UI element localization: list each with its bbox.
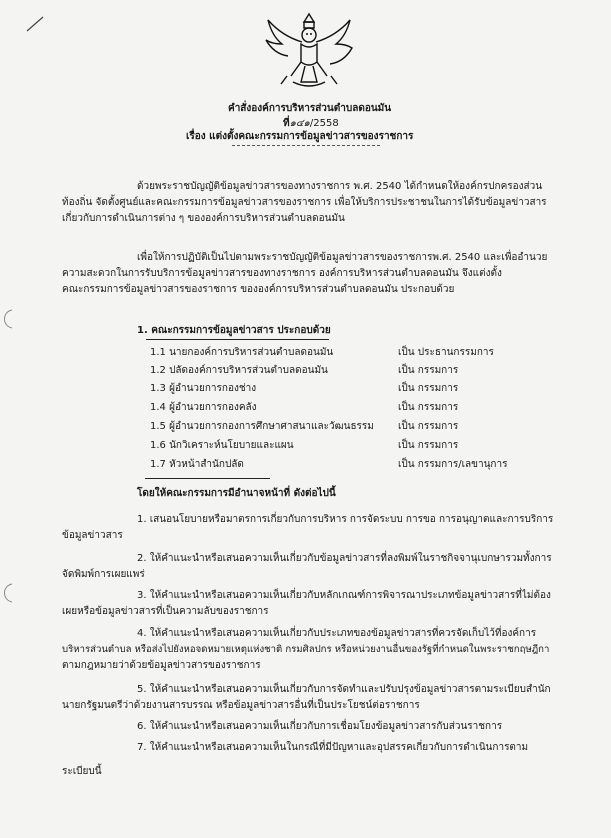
member-role: เป็น กรรมการ/เลขานุการ (398, 459, 508, 470)
duty-line: 3. ให้คำแนะนำหรือเสนอความเห็นเกี่ยวกับหลักเกณฑ์การพิจารณาประเภทข้อมูลข่าวสารที่ไม่ต้อง (137, 590, 551, 601)
duty-line: 2. ให้คำแนะนำหรือเสนอความเห็นเกี่ยวกับข้อมูลข่าวสารที่ลงพิมพ์ในราชกิจจานุเบกษารวมทั้งการ (137, 553, 552, 564)
member-role: เป็น กรรมการ (398, 383, 459, 394)
punch-hole-icon (0, 308, 14, 330)
member-role: เป็น กรรมการ (398, 402, 459, 413)
duty-line: 4. ให้คำแนะนำหรือเสนอความเห็นเกี่ยวกับประเภทของข้อมูลข่าวสารที่ควรจัดเก็บไว้ที่องค์การ (137, 628, 537, 639)
punch-hole-icon (0, 582, 14, 604)
duty-line: 6. ให้คำแนะนำหรือเสนอความเห็นเกี่ยวกับการเชื่อมโยงข้อมูลข่าวสารกับส่วนราชการ (137, 721, 503, 732)
duty-line: ข้อมูลข่าวสาร (62, 530, 123, 541)
para1-line2: ท้องถิ่น จัดตั้งศูนย์และคณะกรรมการข้อมูลข่าวสารของราชการ เพื่อให้บริการประชาชนในการได้รับข้อมูลข่าวสาร (62, 197, 547, 208)
garuda-emblem-icon (263, 8, 355, 94)
member-name: 1.5 ผู้อำนวยการกองการศึกษาศาสนาและวัฒนธรรม (150, 421, 374, 432)
duties-heading-underline (145, 478, 270, 479)
member-name: 1.3 ผู้อำนวยการกองช่าง (150, 383, 257, 394)
committee-heading-underline (146, 339, 329, 340)
duty-line: 5. ให้คำแนะนำหรือเสนอความเห็นเกี่ยวกับการจัดทำและปรับปรุงข้อมูลข่าวสารตามระเบียบสำนัก (137, 684, 551, 695)
duty-line: นายกรัฐมนตรีว่าด้วยงานสารบรรณ หรือข้อมูลข่าวสารอื่นที่เป็นประโยชน์ต่อราชการ (62, 700, 420, 711)
order-number-prefix: ที่ (283, 118, 290, 129)
member-name: 1.1 นายกองค์การบริหารส่วนตำบลดอนมัน (150, 347, 334, 358)
order-title: คำสั่งองค์การบริหารส่วนตำบลดอนมัน (228, 103, 392, 114)
para2-line3: คณะกรรมการข้อมูลข่าวสารของราชการ ขององค์การบริหารส่วนตำบลดอนมัน ประกอบด้วย (62, 284, 455, 295)
para2-line2: ความสะดวกในการรับบริการข้อมูลข่าวสารของทางราชการ องค์การบริหารส่วนตำบลดอนมัน จึงแต่งตั้ง (62, 268, 502, 279)
para1-line1: ด้วยพระราชบัญญัติข้อมูลข่าวสารของทางราชการ พ.ศ. 2540 ได้กำหนดให้องค์กรปกครองส่วน (137, 181, 543, 192)
member-role: เป็น กรรมการ (398, 365, 459, 376)
duty-line: เผยหรือข้อมูลข่าวสารที่เป็นความลับของราชการ (62, 606, 269, 617)
member-name: 1.4 ผู้อำนวยการกองคลัง (150, 402, 257, 413)
committee-heading: 1. คณะกรรมการข้อมูลข่าวสาร ประกอบด้วย (137, 325, 331, 336)
order-number-year: /2558 (309, 118, 339, 129)
duty-line: 7. ให้คำแนะนำหรือเสนอความเห็นในกรณีที่มีปัญหาและอุปสรรคเกี่ยวกับการดำเนินการตาม (137, 742, 529, 753)
order-number-handwritten: ๑๔๑ (289, 118, 310, 129)
order-subject: เรื่อง แต่งตั้งคณะกรรมการข้อมูลข่าวสารของราชการ (186, 131, 414, 142)
member-name: 1.7 หัวหน้าสำนักปลัด (150, 459, 244, 470)
duty-line: ระเบียบนี้ (62, 766, 102, 777)
duty-line: 1. เสนอนโยบายหรือมาตรการเกี่ยวกับการบริหาร การจัดระบบ การขอ การอนุญาตและการบริการ (137, 514, 554, 525)
duty-line: บริหารส่วนตำบล หรือส่งไปยังหอจดหมายเหตุแห่งชาติ กรมศิลปกร หรือหน่วยงานอื่นของรัฐที่กำหนดในพระราชกฤษฎีกา (62, 644, 550, 655)
order-number (283, 118, 339, 130)
member-role: เป็น กรรมการ (398, 440, 459, 451)
subject-divider (232, 145, 380, 146)
duty-line: จัดพิมพ์การเผยแพร่ (62, 569, 145, 580)
member-name: 1.6 นักวิเคราะห์นโยบายและแผน (150, 440, 294, 451)
para1-line3: เกี่ยวกับการดำเนินการต่าง ๆ ขององค์การบริหารส่วนตำบลดอนมัน (62, 213, 345, 224)
duties-heading: โดยให้คณะกรรมการมีอำนาจหน้าที่ ดังต่อไปนี้ (137, 488, 336, 499)
member-role: เป็น กรรมการ (398, 421, 459, 432)
member-role: เป็น ประธานกรรมการ (398, 347, 494, 358)
member-name: 1.2 ปลัดองค์การบริหารส่วนตำบลดอนมัน (150, 365, 328, 376)
para2-line1: เพื่อให้การปฏิบัติเป็นไปตามพระราชบัญญัติข้อมูลข่าวสารของราชการพ.ศ. 2540 และเพื่ออำนวย (137, 252, 548, 263)
duty-line: ตามกฎหมายว่าด้วยข้อมูลข่าวสารของราชการ (62, 660, 261, 671)
handwritten-slash-mark (25, 15, 45, 33)
